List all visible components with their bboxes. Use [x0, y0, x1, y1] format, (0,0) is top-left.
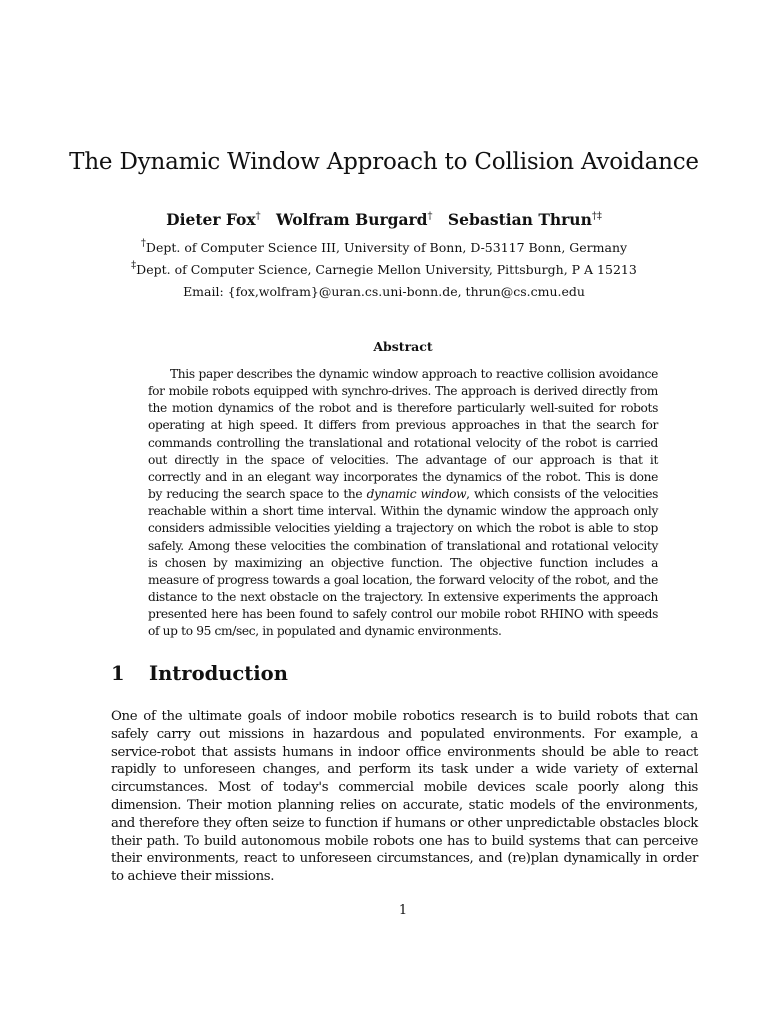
author-name: Sebastian Thrun: [447, 210, 592, 229]
abstract-text: , which consists of the velocities reachable within a short time interval. Within the dynamic window the approach only considers admissible velocities yielding a trajectory on which the robot is able to stop safely. Among these velocities the combination of translational and rotational velocity is chosen by maximizing an objective function. The objective function includes a measure of progress towards a goal location, the forward velocity of the robot, and the distance to the next obstacle on the trajectory. In extensive experiments the approach presented here has been found to safely control our mobile robot RHINO with speeds of up to 95 cm/sec, in populated and dynamic environments.: [148, 487, 659, 639]
author-affiliation-mark: †: [255, 211, 261, 222]
email-line: Email: {fox,wolfram}@uran.cs.uni-bonn.de, thrun@cs.cmu.edu: [183, 284, 585, 299]
abstract-text: This paper describes the dynamic window approach to reactive collision avoidance for mobile robots equipped with synchro-drives. The approach is derived directly from the motion dynamics of the robot and is therefore particularly well-suited for robots operating at high speed. It differs from previous approaches in that the search for commands controlling the translational and rotational velocity of the robot is carried out directly in the space of velocities. The advantage of our approach is that it correctly and in an elegant way incorporates the dynamics of the robot. This is done by reducing the search space to the: [148, 367, 658, 502]
affiliation-line: [0, 262, 768, 277]
author-affiliation-mark: †: [427, 211, 433, 222]
affiliation-mark: ‡: [131, 260, 137, 271]
author-name: Dieter Fox: [166, 210, 256, 229]
section-heading: [111, 662, 511, 685]
affiliation-text: Dept. of Computer Science III, University of Bonn, D-53117 Bonn, Germany: [145, 240, 628, 255]
author-affiliation-mark: †‡: [591, 211, 602, 222]
introduction-paragraph: One of the ultimate goals of indoor mobile robotics research is to build robots that can safely carry out missions in hazardous and populated environments. For example, a service-robot that assists humans in indoor office environments should be able to react rapidly to unforeseen changes, and perform its task under a wide variety of external circumstances. Most of today's commercial mobile devices scale poorly along this dimension. Their motion planning relies on accurate, static models of the environments, and therefore they often seize to function if humans or other unpredictable obstacles block their path. To build autonomous mobile robots one has to build systems that can perceive their environments, react to unforeseen circumstances, and (re)plan dynamically in order to achieve their missions.: [111, 709, 698, 885]
author-name: Wolfram Burgard: [276, 210, 428, 229]
paper-title: The Dynamic Window Approach to Collision Avoidance: [69, 149, 699, 175]
abstract-emphasis: dynamic window: [366, 487, 467, 502]
affiliation-mark: †: [140, 238, 146, 249]
abstract-body: [148, 366, 658, 641]
author-list: [0, 210, 768, 229]
abstract-heading: Abstract: [373, 339, 433, 354]
affiliation-text: Dept. of Computer Science, Carnegie Mellon University, Pittsburgh, P A 15213: [136, 262, 637, 277]
section-number: 1: [111, 662, 125, 685]
page-number: 1: [398, 903, 408, 918]
section-title: Introduction: [149, 662, 288, 685]
affiliation-line: [0, 240, 768, 255]
